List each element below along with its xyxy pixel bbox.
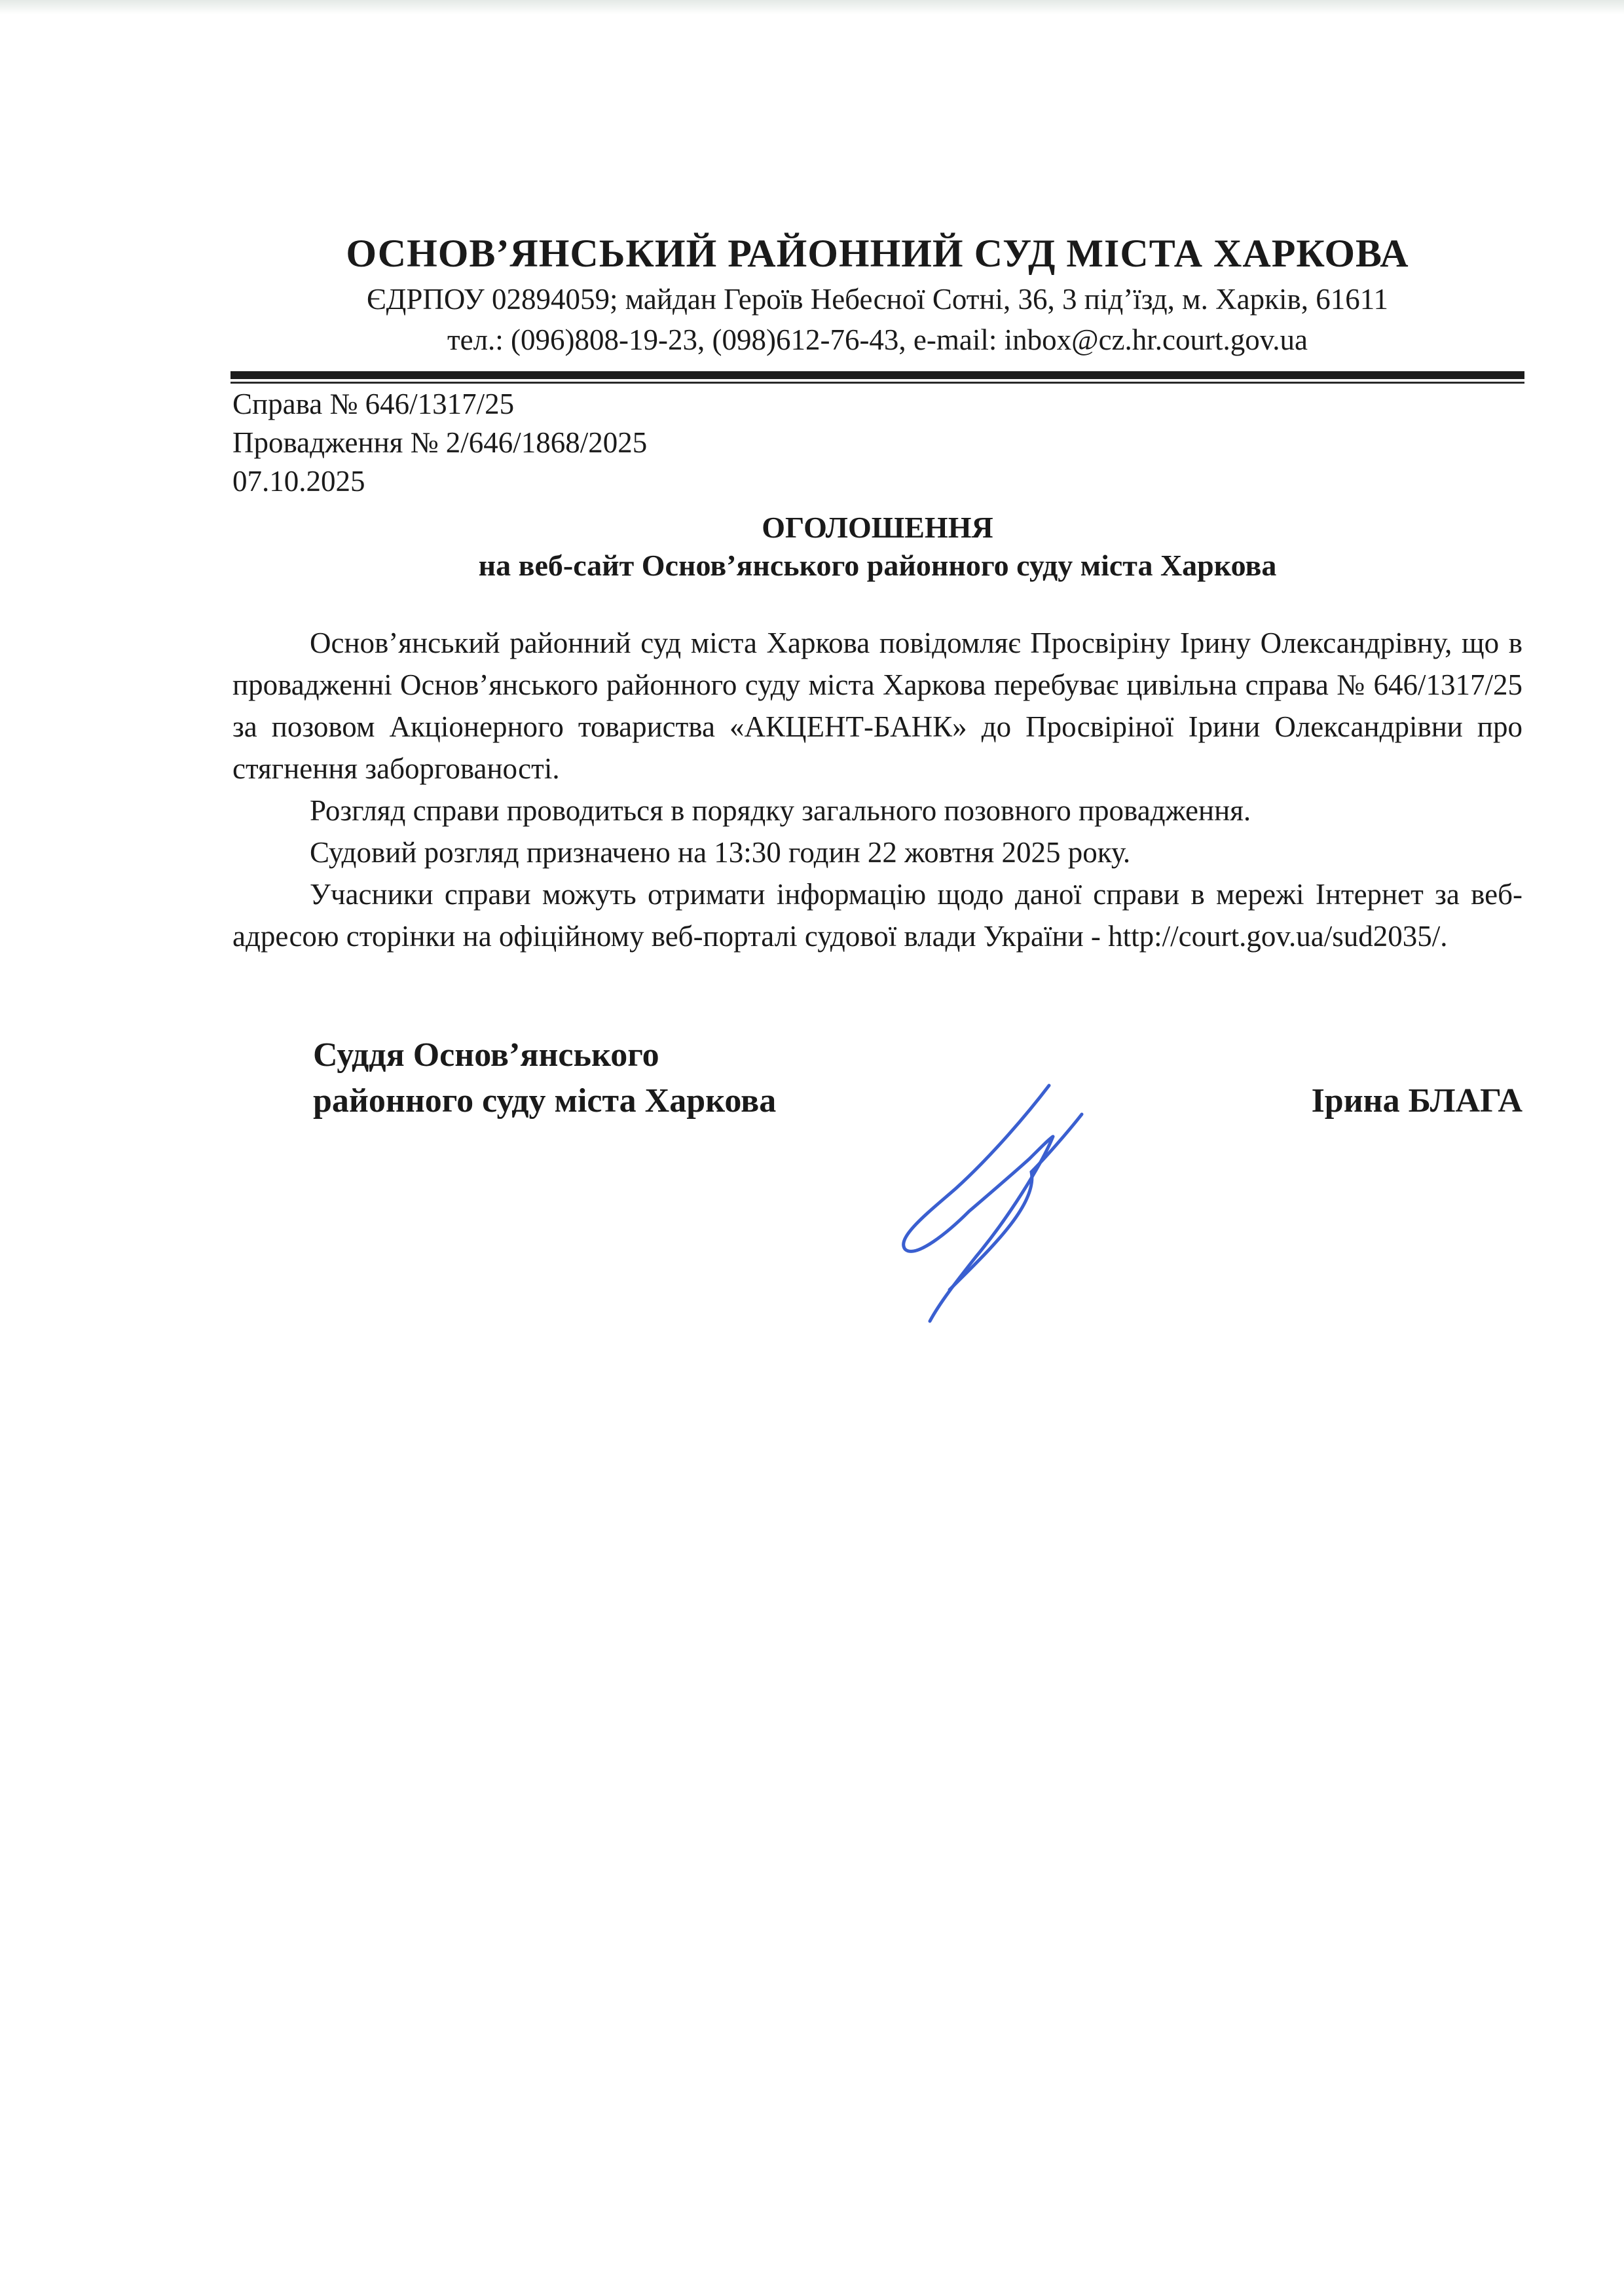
signature-stroke: [904, 1085, 1053, 1321]
judge-title-line-1: Суддя Основ’янського: [313, 1036, 659, 1074]
handwritten-signature: [877, 1074, 1126, 1336]
judge-title-line-2: районного суду міста Харкова: [313, 1082, 777, 1120]
case-references: [232, 385, 647, 501]
proceeding-number: Провадження № 2/646/1868/2025: [232, 426, 648, 459]
body-paragraph: Учасники справи можуть отримати інформацію щодо даної справи в мережі Інтернет за веб-адресою сторінки на офіційному веб-порталі судової влади України - http://court.gov.ua/sud2035/.: [232, 878, 1522, 953]
court-contacts: тел.: (096)808-19-23, (098)612-76-43, e-mail: inbox@cz.hr.court.gov.ua: [447, 323, 1308, 356]
judge-title: [313, 1032, 776, 1124]
announcement-heading: [232, 509, 1522, 585]
announcement-body: [232, 622, 1522, 957]
letterhead-divider-thin: [231, 382, 1524, 384]
judge-name: Ірина БЛАГА: [1311, 1082, 1522, 1120]
scan-edge: [0, 0, 1624, 14]
letterhead: [232, 228, 1522, 360]
letterhead-divider-thick: [231, 371, 1524, 379]
document-date: 07.10.2025: [232, 465, 365, 498]
announcement-subtitle: на веб-сайт Основ’янського районного суду міста Харкова: [478, 549, 1277, 582]
body-paragraph: Основ’янський районний суд міста Харкова повідомляє Просвіріну Ірину Олександрівну, що в провадженні Основ’янського районного суду міста Харкова перебуває цивільна справа № 646/1317/25 за позовом Акціонерного товариства «АКЦЕНТ-БАНК» до Просвіріної Ірини Олександрівни про стягнення заборгованості.: [232, 627, 1522, 785]
body-paragraph: Судовий розгляд призначено на 13:30 годин 22 жовтня 2025 року.: [310, 836, 1131, 869]
announcement-title: ОГОЛОШЕННЯ: [762, 511, 993, 544]
court-name: ОСНОВ’ЯНСЬКИЙ РАЙОННИЙ СУД МІСТА ХАРКОВА: [346, 232, 1409, 275]
court-address: ЄДРПОУ 02894059; майдан Героїв Небесної Сотні, 36, 3 під’їзд, м. Харків, 61611: [366, 283, 1389, 316]
body-paragraph: Розгляд справи проводиться в порядку загального позовного провадження.: [310, 794, 1251, 827]
case-number: Справа № 646/1317/25: [232, 388, 515, 420]
